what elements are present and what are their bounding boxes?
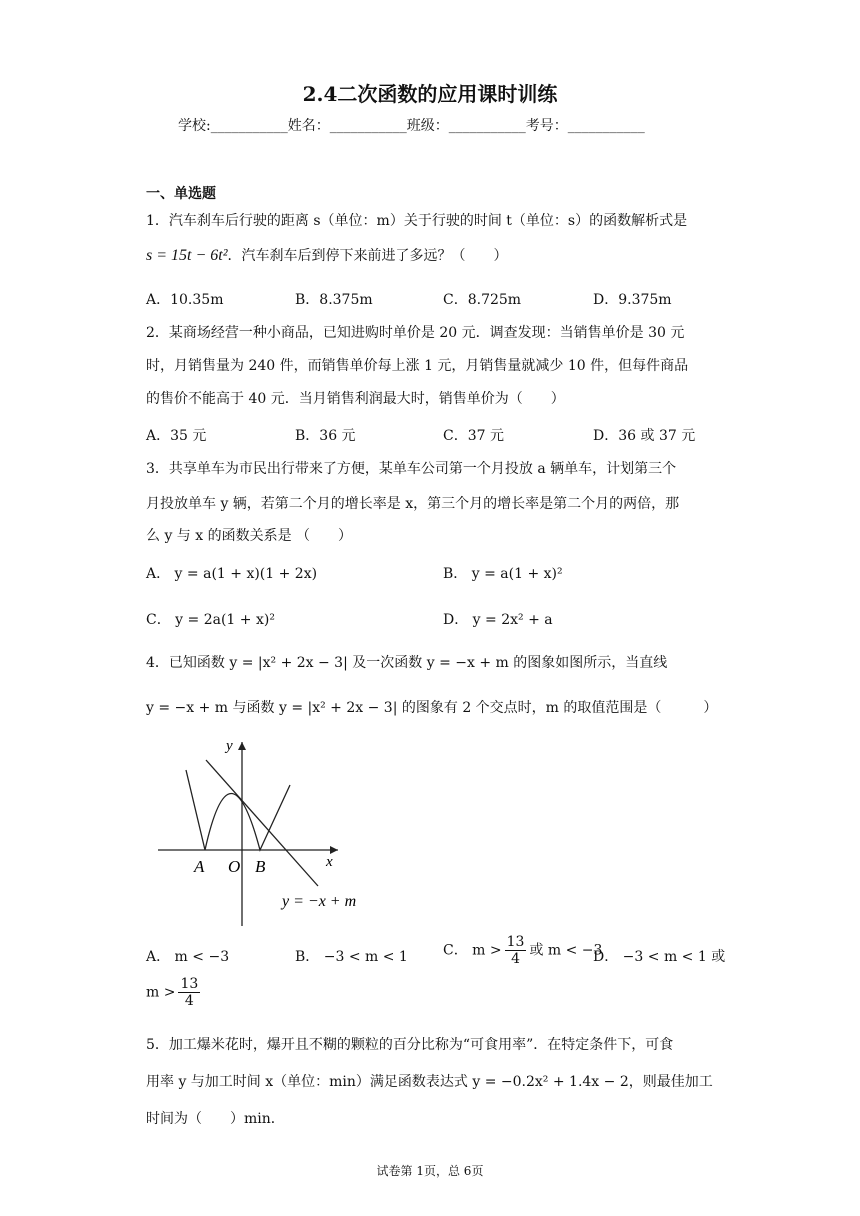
q5-line1: 5．加工爆米花时，爆开且不糊的颗粒的百分比称为“可食用率”．在特定条件下，可食: [146, 1037, 674, 1053]
q4-option-c: [443, 934, 602, 967]
q4-line1: 4．已知函数 y = |x² + 2x − 3| 及一次函数 y = −x + m 的图象如图所示，当直线: [146, 655, 668, 671]
q2-line2: 时，月销售量为 240 件，而销售单价每上涨 1 元，月销售量就减少 10 件，但每件商品: [146, 358, 689, 374]
y-axis-label: y: [226, 738, 233, 754]
q3-option-b: B． y = a(1 + x)²: [443, 566, 563, 582]
q3-option-c: C． y = 2a(1 + x)²: [146, 612, 275, 628]
q1-option-d: D．9.375m: [593, 292, 672, 308]
q5-line3: 时间为（ ）min．: [146, 1111, 285, 1127]
q3-line3: 么 y 与 x 的函数关系是 （ ）: [146, 528, 353, 544]
point-b-label: B: [255, 857, 266, 876]
fraction-denominator: 4: [511, 951, 520, 967]
q1-option-b: B．8.375m: [295, 292, 373, 308]
q3-line1: 3．共享单车为市民出行带来了方便，某单车公司第一个月投放 a 辆单车，计划第三个: [146, 461, 677, 477]
q4-option-d-wrap-prefix: m >: [146, 984, 176, 1001]
q3-option-a: A． y = a(1 + x)(1 + 2x): [146, 566, 318, 582]
fraction-13-4: [505, 934, 527, 967]
q3-option-d: D． y = 2x² + a: [443, 612, 553, 628]
q2-option-b: B．36 元: [295, 428, 356, 444]
q4-option-c-prefix: C． m >: [443, 942, 502, 959]
student-info-line: 学校:___________姓名：___________班级：___________考号：___________: [178, 118, 645, 134]
q2-option-a: A．35 元: [146, 428, 207, 444]
q4-option-d: D． −3 < m < 1 或: [593, 949, 726, 965]
absolute-parabola-curve: [186, 770, 290, 850]
q1-line2: [146, 245, 508, 265]
fraction-numerator-wrap: 13: [180, 976, 199, 992]
q4-option-c-suffix: 或 m < −3: [529, 942, 603, 959]
fraction-numerator: 13: [506, 934, 525, 950]
y-axis-arrow-icon: [238, 742, 246, 750]
q2-line3: 的售价不能高于 40 元．当月销售利润最大时，销售单价为（ ）: [146, 391, 565, 407]
q1-line1: 1．汽车刹车后行驶的距离 s（单位：m）关于行驶的时间 t（单位：s）的函数解析式是: [146, 213, 688, 229]
q2-line1: 2．某商场经营一种小商品，已知进购时单价是 20 元．调查发现：当销售单价是 30 元: [146, 325, 685, 341]
q2-option-d: D．36 或 37 元: [593, 428, 696, 444]
x-axis-arrow-icon: [330, 846, 338, 854]
q5-line2: 用率 y 与加工时间 x（单位：min）满足函数表达式 y = −0.2x² + 1.4x − 2，则最佳加工: [146, 1074, 713, 1090]
x-axis-label: x: [326, 854, 333, 870]
q4-option-d-wrap: [146, 976, 203, 1009]
q4-option-b: B． −3 < m < 1: [295, 949, 408, 965]
q4-line2: y = −x + m 与函数 y = |x² + 2x − 3| 的图象有 2 个交点时，m 的取值范围是（ ）: [146, 700, 718, 716]
q2-option-c: C．37 元: [443, 428, 504, 444]
fraction-13-4-wrap: [178, 976, 200, 1009]
q1-option-a: A．10.35m: [146, 292, 224, 308]
page-title: 2.4二次函数的应用课时训练: [302, 82, 558, 106]
origin-label: O: [228, 857, 241, 876]
line-equation-label: y = −x + m: [282, 893, 357, 910]
q4-option-a: A． m < −3: [146, 949, 230, 965]
q3-line2: 月投放单车 y 辆，若第二个月的增长率是 x，第三个月的增长率是第二个月的两倍，那: [146, 496, 680, 512]
q1-formula: s = 15t − 6t²: [146, 247, 228, 264]
q1-line2-text: ．汽车刹车后到停下来前进了多远？（ ）: [227, 248, 508, 264]
section-heading: 一、单选题: [146, 186, 216, 202]
fraction-denominator-wrap: 4: [184, 993, 194, 1009]
function-graph: [150, 730, 380, 930]
page-footer: 试卷第 1页，总 6页: [376, 1164, 484, 1178]
point-a-label: A: [194, 857, 205, 876]
q1-option-c: C．8.725m: [443, 292, 522, 308]
